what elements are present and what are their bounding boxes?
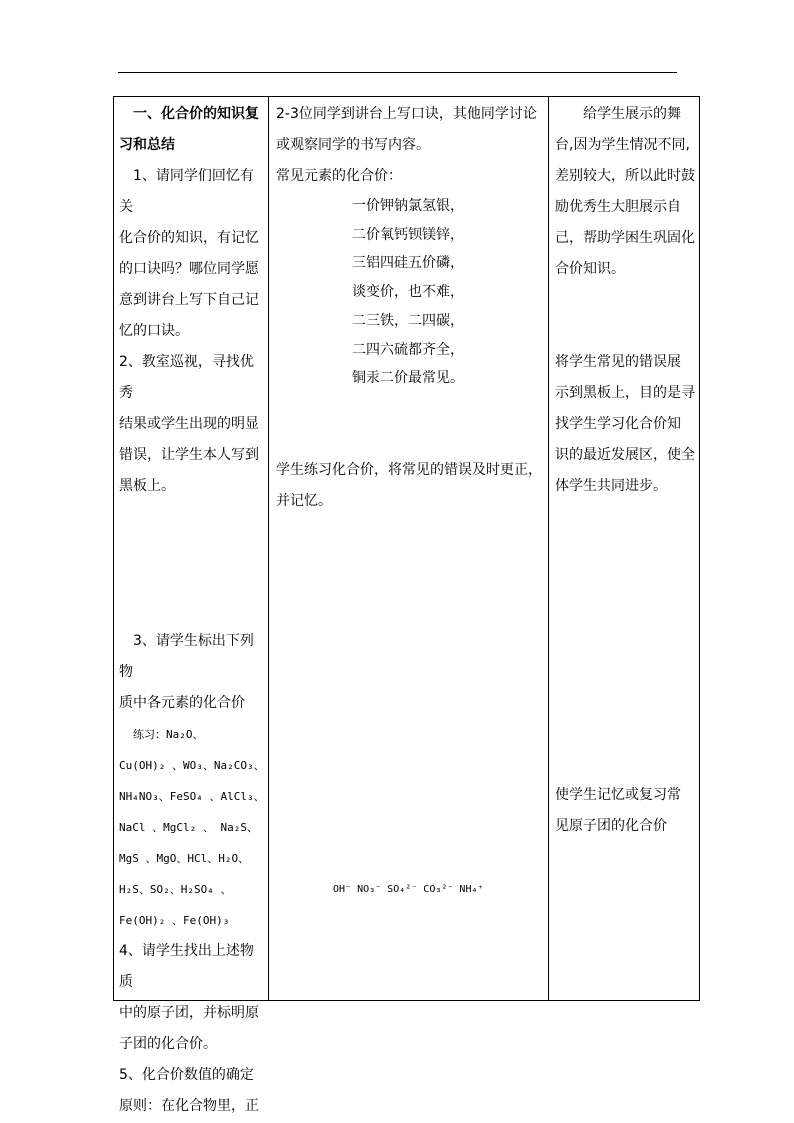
step-line: 原则：在化合物里，正	[119, 1098, 259, 1114]
design-intent-cell	[555, 99, 697, 842]
intro-line: 2-3位同学到讲台上写口诀，其他同学讨论	[276, 106, 537, 122]
section-heading: 一、化合价的知识复	[133, 106, 259, 122]
student-activity-cell	[276, 99, 544, 517]
practice-line: 并记忆。	[276, 492, 332, 509]
intent-line: 识的最近发展区，使全	[555, 447, 695, 463]
step-line: 质中各元素的化合价	[119, 695, 245, 711]
verse-line: 铜汞二价最常见。	[352, 370, 464, 387]
verse-line: 二三铁，二四碳，	[352, 312, 464, 329]
exercise-line: Fe(OH)₂ 、Fe(OH)₃	[119, 914, 230, 927]
column-divider	[548, 96, 549, 1001]
step-line: 错误，让学生本人写到	[119, 447, 259, 463]
exercise-line: MgS 、MgO、HCl、H₂O、	[119, 852, 250, 865]
step-line: 结果或学生出现的明显	[119, 416, 259, 432]
practice-line: 学生练习化合价，将常见的错误及时更正，	[276, 461, 542, 478]
intent-line: 励优秀生大胆展示自	[555, 199, 681, 215]
step-line: 1、请同学们回忆有关	[119, 168, 254, 215]
step-line: 4、请学生找出上述物质	[119, 943, 254, 990]
step-line: 3、请学生标出下列物	[119, 633, 254, 680]
step-line: 黑板上。	[119, 478, 175, 494]
exercise-line: Cu(OH)₂ 、WO₃、Na₂CO₃、	[119, 759, 265, 772]
intent-line: 将学生常见的错误展	[555, 354, 681, 370]
intro-line: 或观察同学的书写内容。	[276, 137, 430, 153]
step-line: 5、化合价数值的确定	[119, 1067, 254, 1083]
column-divider	[268, 96, 269, 1001]
radical-ions: OH⁻ NO₃⁻ SO₄²⁻ CO₃²⁻ NH₄⁺	[333, 884, 484, 895]
header-rule	[118, 72, 677, 73]
step-line: 中的原子团，并标明原	[119, 1005, 259, 1021]
step-line: 意到讲台上写下自己记	[119, 292, 259, 308]
verse-line: 三铝四硅五价磷，	[352, 255, 464, 272]
verse-line: 一价钾钠氯氢银，	[352, 198, 464, 214]
verse-line: 谈变价，也不难，	[352, 284, 464, 301]
verse-line: 二价氧钙钡镁锌，	[352, 226, 464, 243]
exercise-line: H₂S、SO₂、H₂SO₄ 、	[119, 883, 232, 896]
teacher-activity-cell	[119, 99, 265, 1122]
exercise-line: NH₄NO₃、FeSO₄ 、AlCl₃、	[119, 790, 265, 803]
step-line: 子团的化合价。	[119, 1036, 217, 1052]
intent-line: 差别较大，所以此时鼓	[555, 168, 695, 184]
intent-line: 台,因为学生情况不同,	[555, 137, 690, 153]
intent-line: 见原子团的化合价	[555, 818, 667, 834]
exercise-line: NaCl 、MgCl₂ 、 Na₂S、	[119, 821, 258, 834]
step-line: 的口诀吗？哪位同学愿	[119, 261, 259, 277]
section-heading-cont: 习和总结	[119, 137, 175, 153]
intent-line: 找学生学习化合价知	[555, 416, 681, 432]
step-line: 忆的口诀。	[119, 323, 189, 339]
valence-subhead: 常见元素的化合价：	[276, 168, 402, 184]
intent-line: 使学生记忆或复习常	[555, 787, 681, 803]
verse-line: 二四六硫都齐全，	[352, 341, 464, 358]
step-line: 2、教室巡视，寻找优秀	[119, 354, 254, 401]
exercise-line: 练习：Na₂O、	[133, 728, 204, 741]
step-line: 化合价的知识，有记忆	[119, 230, 259, 246]
intent-line: 体学生共同进步。	[555, 478, 667, 494]
intent-line: 示到黑板上，目的是寻	[555, 385, 695, 401]
intent-line: 给学生展示的舞	[583, 106, 681, 122]
intent-line: 己，帮助学困生巩固化	[555, 230, 695, 246]
intent-line: 合价知识。	[555, 261, 625, 277]
